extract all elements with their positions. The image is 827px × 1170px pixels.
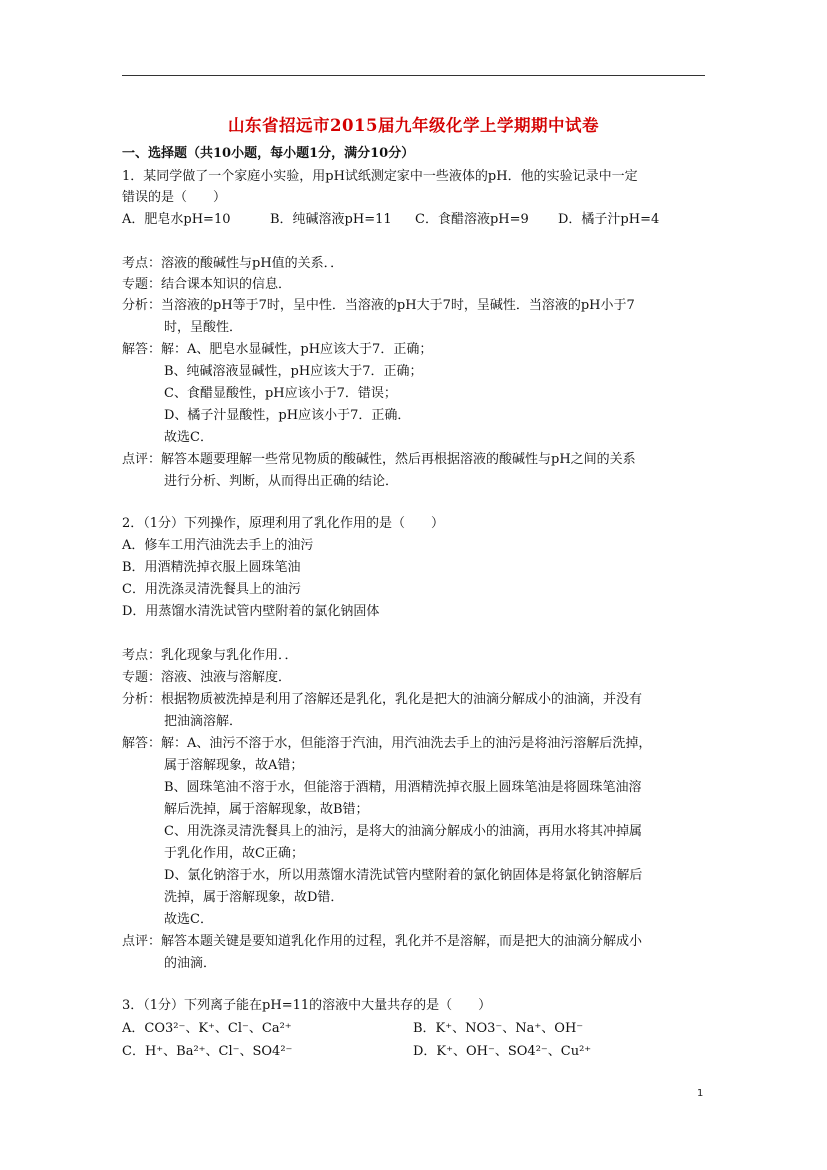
q2-jieda-line3: B、圆珠笔油不溶于水，但能溶于酒精，用酒精洗掉衣服上圆珠笔油是将圆珠笔油溶 (164, 780, 642, 795)
q2-fenxi-line1: 分析：根据物质被洗掉是利用了溶解还是乳化，乳化是把大的油滴分解成小的油滴，并没有 (122, 692, 643, 707)
page-number: 1 (697, 1088, 704, 1099)
q2-option-b: B．用酒精洗掉衣服上圆珠笔油 (122, 560, 301, 575)
q1-stem-line1: 1．某同学做了一个家庭小实验，用pH试纸测定家中一些液体的pH．他的实验记录中一定 (122, 169, 638, 184)
q1-fenxi-line2: 时，呈酸性． (164, 320, 243, 335)
q1-dianping-line1: 点评：解答本题要理解一些常见物质的酸碱性，然后再根据溶液的酸碱性与pH之间的关系 (122, 452, 636, 467)
q2-jieda-line7: D、氯化钠溶于水，所以用蒸馏水清洗试管内壁附着的氯化钠固体是将氯化钠溶解后 (164, 868, 643, 883)
q2-jieda-line4: 解后洗掉，属于溶解现象，故B错； (164, 802, 369, 817)
q2-kaodian: 考点：乳化现象与乳化作用．． (122, 648, 298, 663)
q1-jieda-line1: 解答：解：A、肥皂水显碱性，pH应该大于7．正确； (122, 342, 433, 357)
q2-jieda-line2: 属于溶解现象，故A错； (164, 758, 304, 773)
section-heading: 一、选择题（共10小题，每小题1分，满分10分） (122, 146, 415, 161)
q1-fenxi-line1: 分析：当溶液的pH等于7时，呈中性．当溶液的pH大于7时，呈碱性．当溶液的pH小于7 (122, 298, 635, 313)
q1-stem-line2: 错误的是（ ） (122, 190, 227, 205)
q2-fenxi-line2: 把油滴溶解． (164, 714, 243, 729)
q1-jieda-line5: 故选C． (164, 430, 213, 445)
q2-option-a: A．修车工用汽油洗去手上的油污 (122, 538, 314, 553)
q3-option-d: D．K⁺、OH⁻、SO4²⁻、Cu²⁺ (413, 1044, 592, 1059)
q1-option-b: B．纯碱溶液pH=11 (270, 212, 392, 227)
q2-option-c: C．用洗涤灵清洗餐具上的油污 (122, 582, 301, 597)
q1-kaodian: 考点：溶液的酸碱性与pH值的关系．． (122, 256, 344, 271)
q1-option-a: A．肥皂水pH=10 (122, 212, 231, 227)
q1-jieda-line3: C、食醋显酸性，pH应该小于7．错误； (164, 386, 397, 401)
q2-jieda-line1: 解答：解：A、油污不溶于水，但能溶于汽油，用汽油洗去手上的油污是将油污溶解后洗掉， (122, 736, 652, 751)
q2-jieda-line5: C、用洗涤灵清洗餐具上的油污，是将大的油滴分解成小的油滴，再用水将其冲掉属 (164, 824, 642, 839)
header-rule (122, 75, 705, 76)
q3-option-a: A．CO3²⁻、K⁺、Cl⁻、Ca²⁺ (122, 1021, 292, 1036)
q3-option-c: C．H⁺、Ba²⁺、Cl⁻、SO4²⁻ (122, 1044, 293, 1059)
q1-jieda-line2: B、纯碱溶液显碱性，pH应该大于7．正确； (164, 364, 423, 379)
q1-zhuanti: 专题：结合课本知识的信息． (122, 277, 292, 292)
page-title: 山东省招远市2015届九年级化学上学期期中试卷 (228, 116, 599, 135)
q3-stem: 3．（1分）下列离子能在pH=11的溶液中大量共存的是（ ） (122, 998, 492, 1013)
q1-dianping-line2: 进行分析、判断，从而得出正确的结论． (164, 474, 399, 489)
q1-option-d: D．橘子汁pH=4 (558, 212, 660, 227)
q2-option-d: D．用蒸馏水清洗试管内壁附着的氯化钠固体 (122, 604, 380, 619)
q1-jieda-line4: D、橘子汁显酸性，pH应该小于7．正确． (164, 408, 411, 423)
q2-dianping-line1: 点评：解答本题关键是要知道乳化作用的过程，乳化并不是溶解，而是把大的油滴分解成小 (122, 934, 643, 949)
q3-option-b: B．K⁺、NO3⁻、Na⁺、OH⁻ (413, 1021, 584, 1036)
q2-jieda-line6: 于乳化作用，故C正确； (164, 846, 304, 861)
q2-dianping-line2: 的油滴． (164, 956, 217, 971)
q2-stem: 2．（1分）下列操作，原理利用了乳化作用的是（ ） (122, 516, 445, 531)
q2-jieda-line8: 洗掉，属于溶解现象，故D错． (164, 890, 344, 905)
q1-option-c: C．食醋溶液pH=9 (415, 212, 529, 227)
q2-zhuanti: 专题：溶液、浊液与溶解度． (122, 670, 292, 685)
q2-jieda-line9: 故选C． (164, 912, 213, 927)
